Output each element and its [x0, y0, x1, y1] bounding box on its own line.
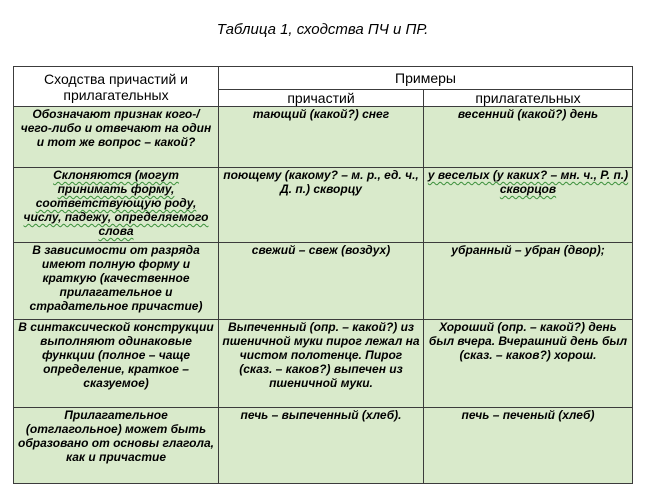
similarity-cell: Склоняются (могут принимать форму, соответствующую роду, числу, падежу, определяемого слова [14, 168, 219, 243]
table-row [14, 168, 633, 243]
adjective-example-cell: Хороший (опр. – какой?) день был вчера. Вчерашний день был (сказ. – каков?) хорош. [424, 320, 633, 408]
header-similarities: Сходства причастий и прилагательных [14, 67, 219, 107]
similarities-table [13, 66, 633, 484]
participle-example-cell: поющему (какому? – м. р., ед. ч., Д. п.) скворцу [219, 168, 424, 243]
adjective-example-cell: печь – печеный (хлеб) [424, 408, 633, 484]
similarity-cell: Прилагательное (отглагольное) может быть образовано от основы глагола, как и причастие [14, 408, 219, 484]
participle-example-cell: свежий – свеж (воздух) [219, 243, 424, 320]
adjective-example-cell: у веселых (у каких? – мн. ч., Р. п.) скворцов [424, 168, 633, 243]
header-participles: причастий [219, 90, 424, 107]
header-examples: Примеры [219, 67, 633, 90]
similarity-cell: Обозначают признак кого-/чего-либо и отвечают на один и тот же вопрос – какой? [14, 107, 219, 168]
similarity-cell: В синтаксической конструкции выполняют одинаковые функции (полное – чаще определение, краткое – сказуемое) [14, 320, 219, 408]
adjective-example-cell: весенний (какой?) день [424, 107, 633, 168]
participle-example-cell: Выпеченный (опр. – какой?) из пшеничной муки пирог лежал на чистом полотенце. Пирог (сказ. – каков?) выпечен из пшеничной муки. [219, 320, 424, 408]
table-row [14, 107, 633, 168]
participle-example-cell: тающий (какой?) снег [219, 107, 424, 168]
similarity-cell: В зависимости от разряда имеют полную форму и краткую (качественное прилагательное и страдательное причастие) [14, 243, 219, 320]
table-row [14, 320, 633, 408]
table-row [14, 408, 633, 484]
header-adjectives: прилагательных [424, 90, 633, 107]
table-row [14, 243, 633, 320]
participle-example-cell: печь – выпеченный (хлеб). [219, 408, 424, 484]
table-caption: Таблица 1, сходства ПЧ и ПР. [216, 21, 429, 38]
adjective-example-cell: убранный – убран (двор); [424, 243, 633, 320]
